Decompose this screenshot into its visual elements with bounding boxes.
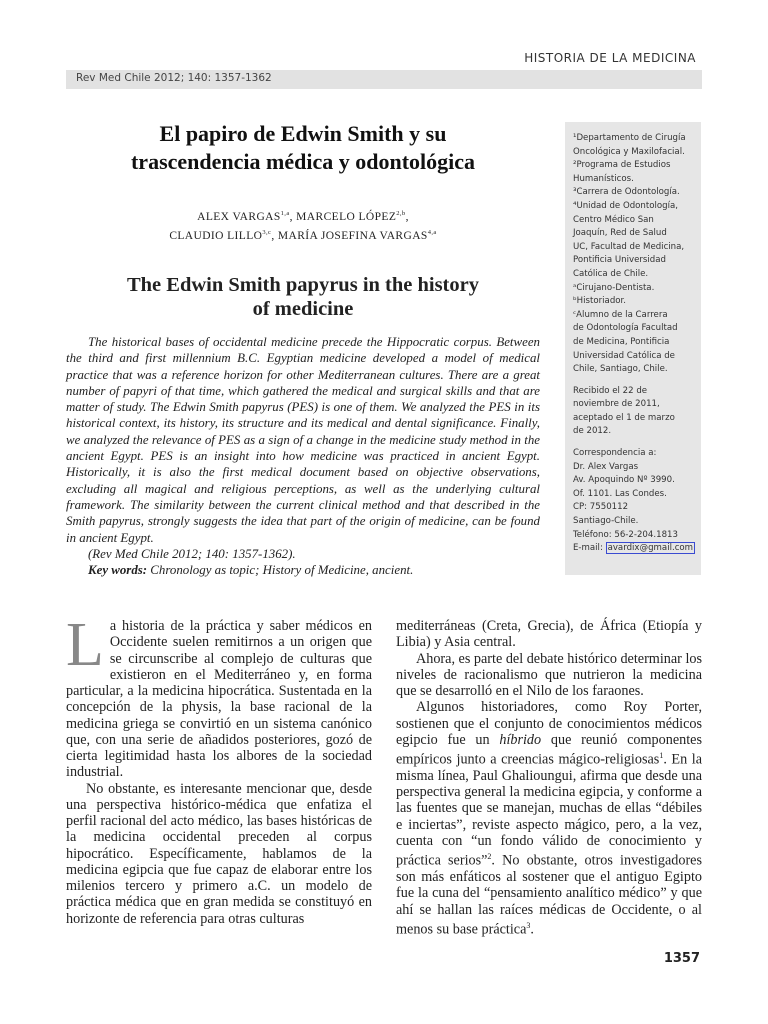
author-superscript: 4,a	[427, 228, 437, 236]
drop-cap: L	[66, 611, 104, 679]
keywords-label: Key words:	[88, 563, 148, 578]
correspondence-line: Teléfono: 56-2-204.1813	[573, 529, 678, 540]
keywords	[66, 562, 540, 578]
abstract-citation: (Rev Med Chile 2012; 140: 1357-1362).	[88, 546, 296, 561]
abstract	[66, 334, 540, 578]
body-column-left	[66, 611, 372, 927]
english-title	[66, 273, 540, 321]
correspondence-line: Santiago-Chile.	[573, 516, 639, 527]
affiliation-line: Pontificia Universidad	[573, 255, 666, 266]
affiliation-line: de Odontología Facultad	[573, 323, 678, 334]
affiliation-line: ⁴Unidad de Odontología,	[573, 200, 678, 211]
body-paragraph: No obstante, es interesante mencionar que, desde una perspectiva histórico-médica que enfatiza el perfil racional del acto médico, las bases históricas de la medicina occidental preceden al corpus hipocrático. Específicamente, hablamos de la medicina egipcia que fue capaz de elaborar entre los milenios tercero y primero a.C. un modelo de práctica médica que en gran medida se constituyó en horizonte de referencia para otras culturas	[66, 780, 372, 927]
author-list	[66, 206, 540, 244]
paragraph-text: . En la misma línea, Paul Ghalioungui, afirma que desde una perspectiva general la medicina egipcia, y conforme a las fuentes que se manejan, muchas de ellas “débiles e inciertas”, reviste aspecto mágico, pero, a la vez, cuenta con “un fondo válido de conocimiento y práctica serios”	[396, 751, 702, 869]
received-line: aceptado el 1 de marzo	[573, 412, 675, 423]
author-name: , MARCELO LÓPEZ	[289, 210, 397, 223]
affiliation-line: ²Programa de Estudios	[573, 160, 671, 171]
affiliation-line: Humanísticos.	[573, 173, 634, 184]
english-title-line-2: of medicine	[252, 298, 354, 320]
paragraph-text: .	[530, 921, 534, 938]
affiliation-lines	[573, 132, 697, 377]
title-line-1: El papiro de Edwin Smith y su	[159, 121, 447, 146]
email-line	[573, 542, 697, 556]
body-paragraph: Ahora, es parte del debate histórico determinar los niveles de racionalismo que nutrieron la medicina que se desarrolló en el Nilo de los faraones.	[396, 650, 703, 699]
affiliation-line: ³Carrera de Odontología.	[573, 187, 680, 198]
affiliation-line: ᶜAlumno de la Carrera	[573, 309, 668, 320]
emphasis-text: híbrido	[499, 731, 542, 748]
paragraph-text: que reunió componentes empíricos junto a creencias mágico-religiosas	[396, 731, 702, 768]
correspondence	[573, 447, 697, 542]
received-dates	[573, 385, 697, 439]
received-line: de 2012.	[573, 426, 612, 437]
affiliation-line: ᵇHistoriador.	[573, 296, 627, 307]
keywords-text: Chronology as topic; History of Medicine, ancient.	[147, 563, 414, 578]
affiliation-line: de Medicina, Pontificia	[573, 336, 670, 347]
journal-citation-bar: Rev Med Chile 2012; 140: 1357-1362	[66, 70, 702, 89]
email-label: E-mail:	[573, 543, 606, 554]
body-paragraph	[66, 611, 372, 781]
correspondence-line: Av. Apoquindo Nº 3990.	[573, 475, 675, 486]
correspondence-line: Correspondencia a:	[573, 448, 657, 459]
body-paragraph: mediterráneas (Creta, Grecia), de África (Etiopía y Libia) y Asia central.	[396, 618, 702, 651]
affiliation-line: ᵃCirujano-Dentista.	[573, 282, 655, 293]
article-title	[66, 120, 540, 176]
paragraph-text: Algunos historiadores, como Roy Porter, sostienen que el conjunto de conocimientos médicos egipcio fue un	[396, 699, 702, 748]
body-column-right	[396, 618, 702, 938]
title-line-2: trascendencia médica y odontológica	[130, 149, 476, 174]
affiliation-line: Joaquín, Red de Salud	[573, 228, 667, 239]
correspondence-line: CP: 7550112	[573, 502, 629, 513]
author-name: CLAUDIO LILLO	[169, 229, 263, 242]
section-heading: HISTORIA DE LA MEDICINA	[524, 51, 696, 65]
received-line: Recibido el 22 de	[573, 385, 648, 396]
correspondence-line: Dr. Alex Vargas	[573, 461, 639, 472]
english-title-line-1: The Edwin Smith papyrus in the history	[126, 274, 479, 296]
affiliation-line: Oncológica y Maxilofacial.	[573, 146, 685, 157]
abstract-text: The historical bases of occidental medicine precede the Hippocratic corpus. Between the third and first millennium B.C. Egyptian medicine developed a model of medical practice that was a reference horizon for other Mediterranean cultures. There are a great number of papyri of that time, which gathered the medical and surgical skills and that are matter of study. The Edwin Smith papyrus (PES) is one of them. We analyzed the PES in its historical context, its history, its structure and its medical and dental significance. Finally, we analyzed the relevance of PES as a sign of a change in the medicine study method in the ancient Egypt. PES is an insight into how medicine was practiced in ancient Egypt. Historically, it is also the first medical document based on objective observations, excluding all magical and religious perceptions, as well as the underlying cultural framework. The similarity between the current clinical method and that described in the Smith papyrus, strongly suggests the idea that part of the origin of medicine, can be found in ancient Egypt.	[66, 335, 540, 545]
affiliation-line: Chile, Santiago, Chile.	[573, 364, 668, 375]
affiliation-line: ¹Departamento de Cirugía	[573, 133, 686, 143]
author-superscript: 2,b	[396, 210, 406, 217]
paragraph-text: . No obstante, otros investigadores son más enfáticos al sostener que el antiguo Egipto fue la cuna del “pensamiento analítico médico” y que ahí se hallan las raíces médicas de Occidente, o al menos su base práctica	[396, 852, 702, 938]
affiliation-line: UC, Facultad de Medicina,	[573, 241, 685, 252]
affiliations-sidebar	[565, 122, 701, 575]
author-name: ALEX VARGAS	[197, 210, 281, 223]
paragraph-text: a historia de la práctica y saber médicos en Occidente suelen remitirnos a un origen que se circunscribe al complejo de culturas que existieron en el Mediterráneo y, en forma particular, a la medicina hipocrática. Sustentada en la concepción de la physis, la base racional de la medicina griega se convirtió en un sistema canónico que, con una serie de añadidos posteriores, gozó de cierta legitimidad hasta los albores de la sociedad industrial.	[66, 618, 372, 781]
affiliation-line: Católica de Chile.	[573, 268, 649, 279]
author-separator: ,	[405, 210, 409, 223]
reference-marker[interactable]: 2	[487, 852, 492, 862]
correspondence-line: Of. 1101. Las Condes.	[573, 488, 667, 499]
author-name: , MARÍA JOSEFINA VARGAS	[271, 229, 428, 242]
author-superscript: 1,a	[280, 210, 290, 217]
body-paragraph	[396, 699, 702, 938]
reference-marker[interactable]: 1	[659, 751, 664, 760]
affiliation-line: Universidad Católica de	[573, 350, 675, 361]
reference-marker[interactable]: 3	[526, 920, 531, 930]
received-line: noviembre de 2011,	[573, 399, 660, 410]
affiliation-line: Centro Médico San	[573, 214, 654, 225]
page-number: 1357	[663, 951, 700, 966]
author-superscript: 3,c	[262, 228, 272, 236]
email-link[interactable]: avardix@gmail.com	[607, 543, 694, 554]
